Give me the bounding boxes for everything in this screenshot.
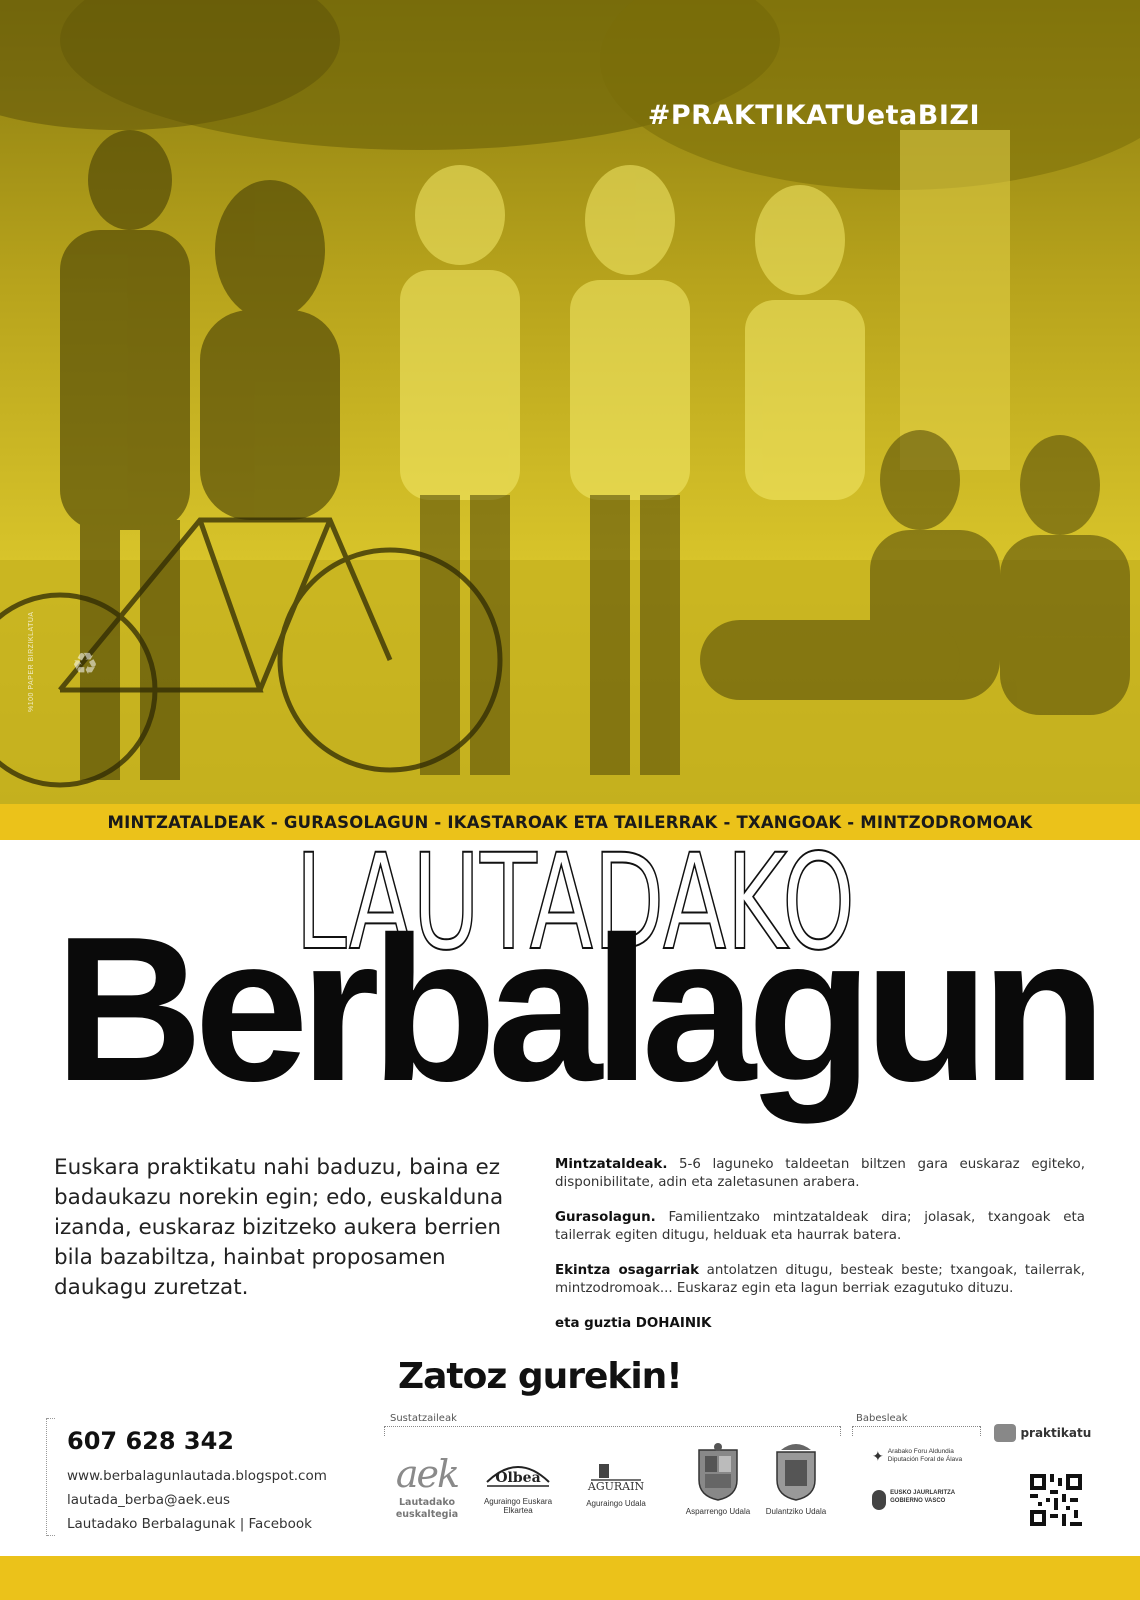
promoters-label: Sustatzaileak bbox=[390, 1413, 457, 1424]
dulantzi-logo bbox=[758, 1440, 834, 1516]
dulantzi-shield-icon bbox=[771, 1440, 821, 1502]
phone-number[interactable]: 607 628 342 bbox=[67, 1427, 235, 1455]
facebook-link[interactable]: Lautadako Berbalagunak | Facebook bbox=[67, 1516, 312, 1532]
detail-gurasolagun bbox=[555, 1209, 1085, 1245]
sponsors-label: Babesleak bbox=[856, 1413, 908, 1424]
aek-logo-mark: aek bbox=[395, 1452, 459, 1496]
agurain-emblem bbox=[581, 1458, 651, 1494]
sponsors-divider bbox=[852, 1426, 980, 1427]
activities-band-text: MINTZATALDEAK - GURASOLAGUN - IKASTAROAK ETA TAILERRAK - TXANGOAK - MINTZODROMOAK bbox=[107, 812, 1033, 832]
hashtag: #PRAKTIKATUetaBIZI bbox=[647, 100, 980, 131]
gv-emblem-icon bbox=[872, 1490, 886, 1510]
promoter-name: Dulantziko Udala bbox=[765, 1507, 827, 1516]
recycle-icon: ♻ bbox=[71, 648, 99, 681]
sponsors-divider-left bbox=[852, 1426, 853, 1436]
gv-name: EUSKO JAURLARITZA GOBIERNO VASCO bbox=[890, 1490, 955, 1504]
alava-name: Arabako Foru Aldundia Diputación Foral de Álava bbox=[887, 1448, 963, 1463]
gv-logo bbox=[872, 1490, 976, 1510]
praktikatu-text: praktikatu bbox=[1020, 1426, 1092, 1440]
asparrena-shield-icon bbox=[693, 1442, 743, 1502]
praktikatu-logo bbox=[994, 1424, 1094, 1442]
detail-mintzataldeak bbox=[555, 1156, 1085, 1192]
intro-text: Euskara praktikatu nahi baduzu, baina ez badaukazu norekin egin; edo, euskalduna izanda, euskaraz bizitzeko aukera berrien bila bazabiltza, hainbat proposamen daukagu zuretzat. bbox=[54, 1155, 504, 1300]
aek-logo bbox=[392, 1454, 462, 1521]
detail-title: Gurasolagun. bbox=[555, 1210, 656, 1225]
call-to-action: Zatoz gurekin! bbox=[398, 1356, 682, 1397]
alava-logo-row bbox=[872, 1448, 972, 1464]
promoter-name: Lautadako euskaltegia bbox=[395, 1497, 459, 1520]
detail-text: Familientzako mintzataldeak dira; jolasak, txangoak eta tailerrak egiten ditugu, helduak eta haurrak batera. bbox=[555, 1210, 1085, 1243]
gv-logo-row bbox=[872, 1490, 976, 1510]
details-block bbox=[555, 1156, 1085, 1350]
olbea-emblem bbox=[483, 1456, 553, 1492]
agurain-logo-text: AGURAIN bbox=[587, 1480, 645, 1493]
free-note bbox=[555, 1315, 1085, 1333]
detail-title: Ekintza osagarriak bbox=[555, 1263, 700, 1278]
title-thin: LAUTADAKO bbox=[295, 826, 855, 956]
promoters-divider bbox=[384, 1426, 840, 1427]
sponsors-divider-right bbox=[980, 1426, 981, 1436]
blog-link[interactable]: www.berbalagunlautada.blogspot.com bbox=[67, 1468, 327, 1484]
detail-title: Mintzataldeak. bbox=[555, 1157, 668, 1172]
asparrena-logo bbox=[680, 1442, 756, 1516]
free-note-text: eta guztia DOHAINIK bbox=[555, 1316, 712, 1331]
qr-code-icon[interactable] bbox=[1030, 1474, 1082, 1526]
olbea-logo bbox=[476, 1456, 560, 1515]
email-link[interactable]: lautada_berba@aek.eus bbox=[67, 1492, 231, 1508]
detail-text: antolatzen ditugu, besteak beste; txangoak, tailerrak, mintzodromoak... Euskaraz egin eta lagun berriak ezagutuko dituzu. bbox=[555, 1263, 1085, 1296]
alava-mark-icon: ✦ bbox=[872, 1448, 884, 1464]
promoter-name: Asparrengo Udala bbox=[685, 1507, 751, 1516]
main-title: Berbalagun bbox=[54, 894, 1098, 1124]
alava-logo bbox=[872, 1448, 972, 1464]
bottom-band bbox=[0, 1556, 1140, 1600]
contact-box bbox=[46, 1418, 347, 1536]
promoters-divider-right bbox=[840, 1426, 841, 1436]
olbea-logo-text: Olbea bbox=[495, 1470, 541, 1486]
agurain-logo bbox=[578, 1458, 654, 1508]
promoters-divider-left bbox=[384, 1426, 385, 1436]
recycled-paper-note: %100 PAPER BIRZIKLATUA bbox=[28, 611, 35, 712]
promoter-name: Aguraingo Euskara Elkartea bbox=[483, 1497, 553, 1515]
speech-bubble-icon bbox=[994, 1424, 1016, 1442]
detail-ekintzak bbox=[555, 1262, 1085, 1298]
qr-code-graphic bbox=[1030, 1474, 1082, 1526]
detail-text: 5-6 laguneko taldeetan biltzen gara euskaraz egiteko, disponibilitate, adin eta zaletasunen arabera. bbox=[555, 1157, 1085, 1190]
promoter-name: Aguraingo Udala bbox=[586, 1499, 646, 1508]
